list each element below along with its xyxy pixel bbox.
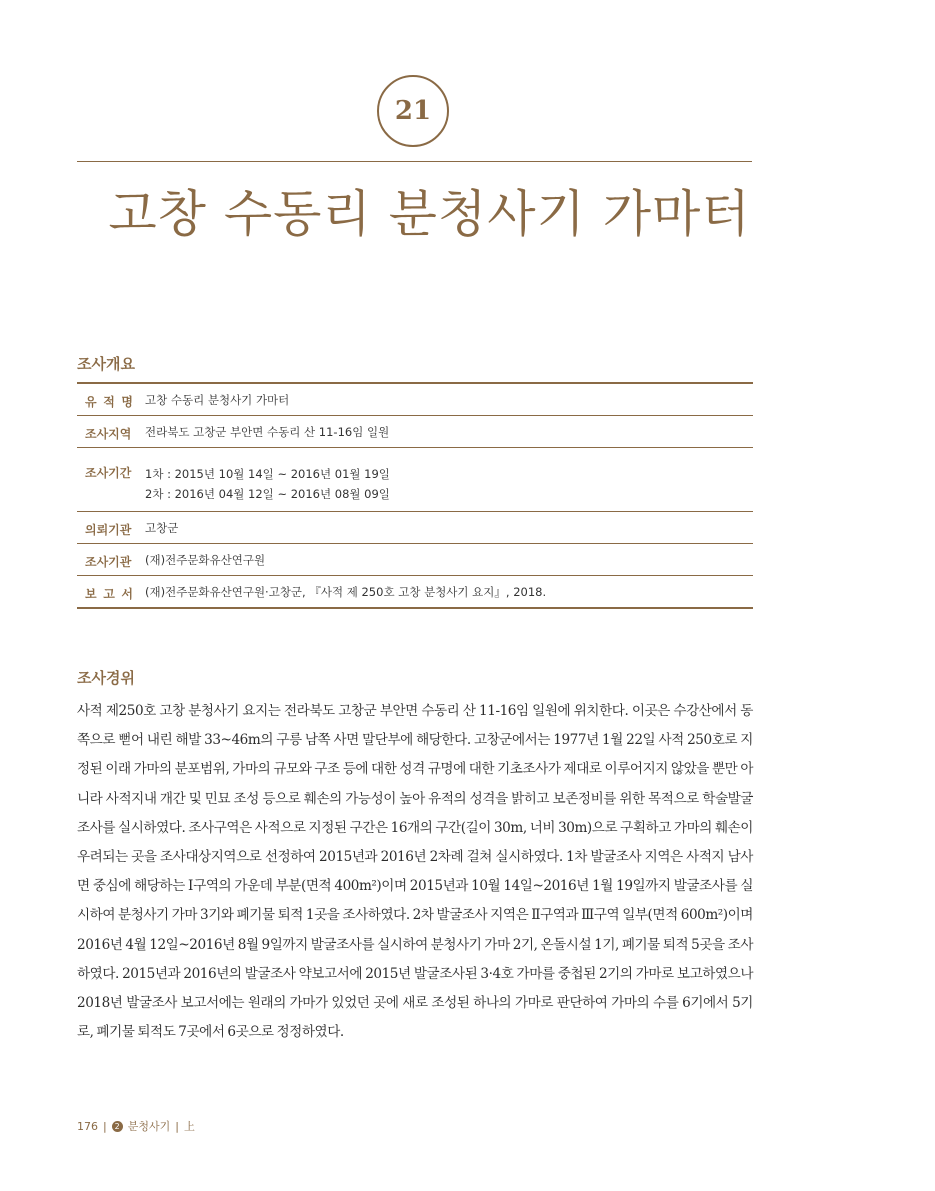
page-footer xyxy=(77,1118,195,1134)
history-heading: 조사경위 xyxy=(77,669,135,687)
overview-row-client xyxy=(77,512,753,544)
row-value: 고창 수동리 분청사기 가마터 xyxy=(145,393,290,407)
footer-section: 분청사기 xyxy=(127,1120,171,1133)
overview-row-period xyxy=(77,448,753,512)
row-value: 전라북도 고창군 부안면 수동리 산 11-16임 일원 xyxy=(145,425,390,439)
row-value: (재)전주문화유산연구원 xyxy=(145,553,266,567)
row-label: 유 적 명 xyxy=(85,395,133,409)
title-rule xyxy=(77,161,752,162)
footer-separator: | xyxy=(103,1119,107,1133)
page-title: 고창 수동리 분청사기 가마터 xyxy=(108,185,751,243)
overview-row-site-name xyxy=(77,384,753,416)
volume-badge-icon: 2 xyxy=(112,1121,123,1132)
row-label: 조사지역 xyxy=(85,427,132,441)
row-label: 보 고 서 xyxy=(85,587,133,601)
history-paragraph: 사적 제250호 고창 분청사기 요지는 전라북도 고창군 부안면 수동리 산 11-16임 일원에 위치한다. 이곳은 수강산에서 동쪽으로 뻗어 내린 해발 33~46m의 구릉 남쪽 사면 말단부에 해당한다. 고창군에서는 1977년 1월 22일 사적 250호로 지정된 이래 가마의 분포범위, 가마의 규모와 구조 등에 대한 성격 규명에 대한 기초조사가 제대로 이루어지지 않았을 뿐만 아니라 사적지내 개간 및 민묘 조성 등으로 훼손의 가능성이 높아 유적의 성격을 밝히고 보존정비를 위한 목적으로 학술발굴조사를 실시하였다. 조사구역은 사적으로 지정된 구간은 16개의 구간(길이 30m, 너비 30m)으로 구획하고 가마의 훼손이 우려되는 곳을 조사대상지역으로 선정하여 2015년과 2016년 2차례 걸쳐 실시하였다. 1차 발굴조사 지역은 사적지 남사면 중심에 해당하는 Ⅰ구역의 가운데 부분(면적 400m²)이며 2015년과 10월 14일~2016년 1월 19일까지 발굴조사를 실시하여 분청사기 가마 3기와 폐기물 퇴적 1곳을 조사하였다. 2차 발굴조사 지역은 Ⅱ구역과 Ⅲ구역 일부(면적 600m²)이며 2016년 4월 12일~2016년 8월 9일까지 발굴조사를 실시하여 분청사기 가마 2기, 온돌시설 1기, 폐기물 퇴적 5곳을 조사하였다. 2015년과 2016년의 발굴조사 약보고서에 2015년 발굴조사된 3·4호 가마를 중첩된 2기의 가마로 보고하였으나 2018년 발굴조사 보고서에는 원래의 가마가 있었던 곳에 새로 조성된 하나의 가마로 판단하여 가마의 수를 6기에서 5기로, 폐기물 퇴적도 7곳에서 6곳으로 정정하였다. xyxy=(77,703,753,1041)
chapter-number-badge: 21 xyxy=(377,75,449,147)
overview-row-report xyxy=(77,576,753,607)
row-value: 고창군 xyxy=(145,521,179,535)
page-number: 176 xyxy=(77,1119,98,1133)
overview-row-institution xyxy=(77,544,753,576)
row-label: 조사기간 xyxy=(85,466,132,480)
footer-volume: 上 xyxy=(183,1120,195,1133)
overview-table xyxy=(77,382,753,609)
row-value: 1차 : 2015년 10월 14일 ~ 2016년 01월 19일 2차 : 2016년 04월 12일 ~ 2016년 08월 09일 xyxy=(145,467,390,501)
overview-heading: 조사개요 xyxy=(77,355,135,373)
footer-separator: | xyxy=(175,1119,179,1133)
row-label: 의뢰기관 xyxy=(85,523,132,537)
row-label: 조사기관 xyxy=(85,555,132,569)
overview-row-location xyxy=(77,416,753,448)
row-value: (재)전주문화유산연구원·고창군, 『사적 제 250호 고창 분청사기 요지』, 2018. xyxy=(145,585,547,599)
